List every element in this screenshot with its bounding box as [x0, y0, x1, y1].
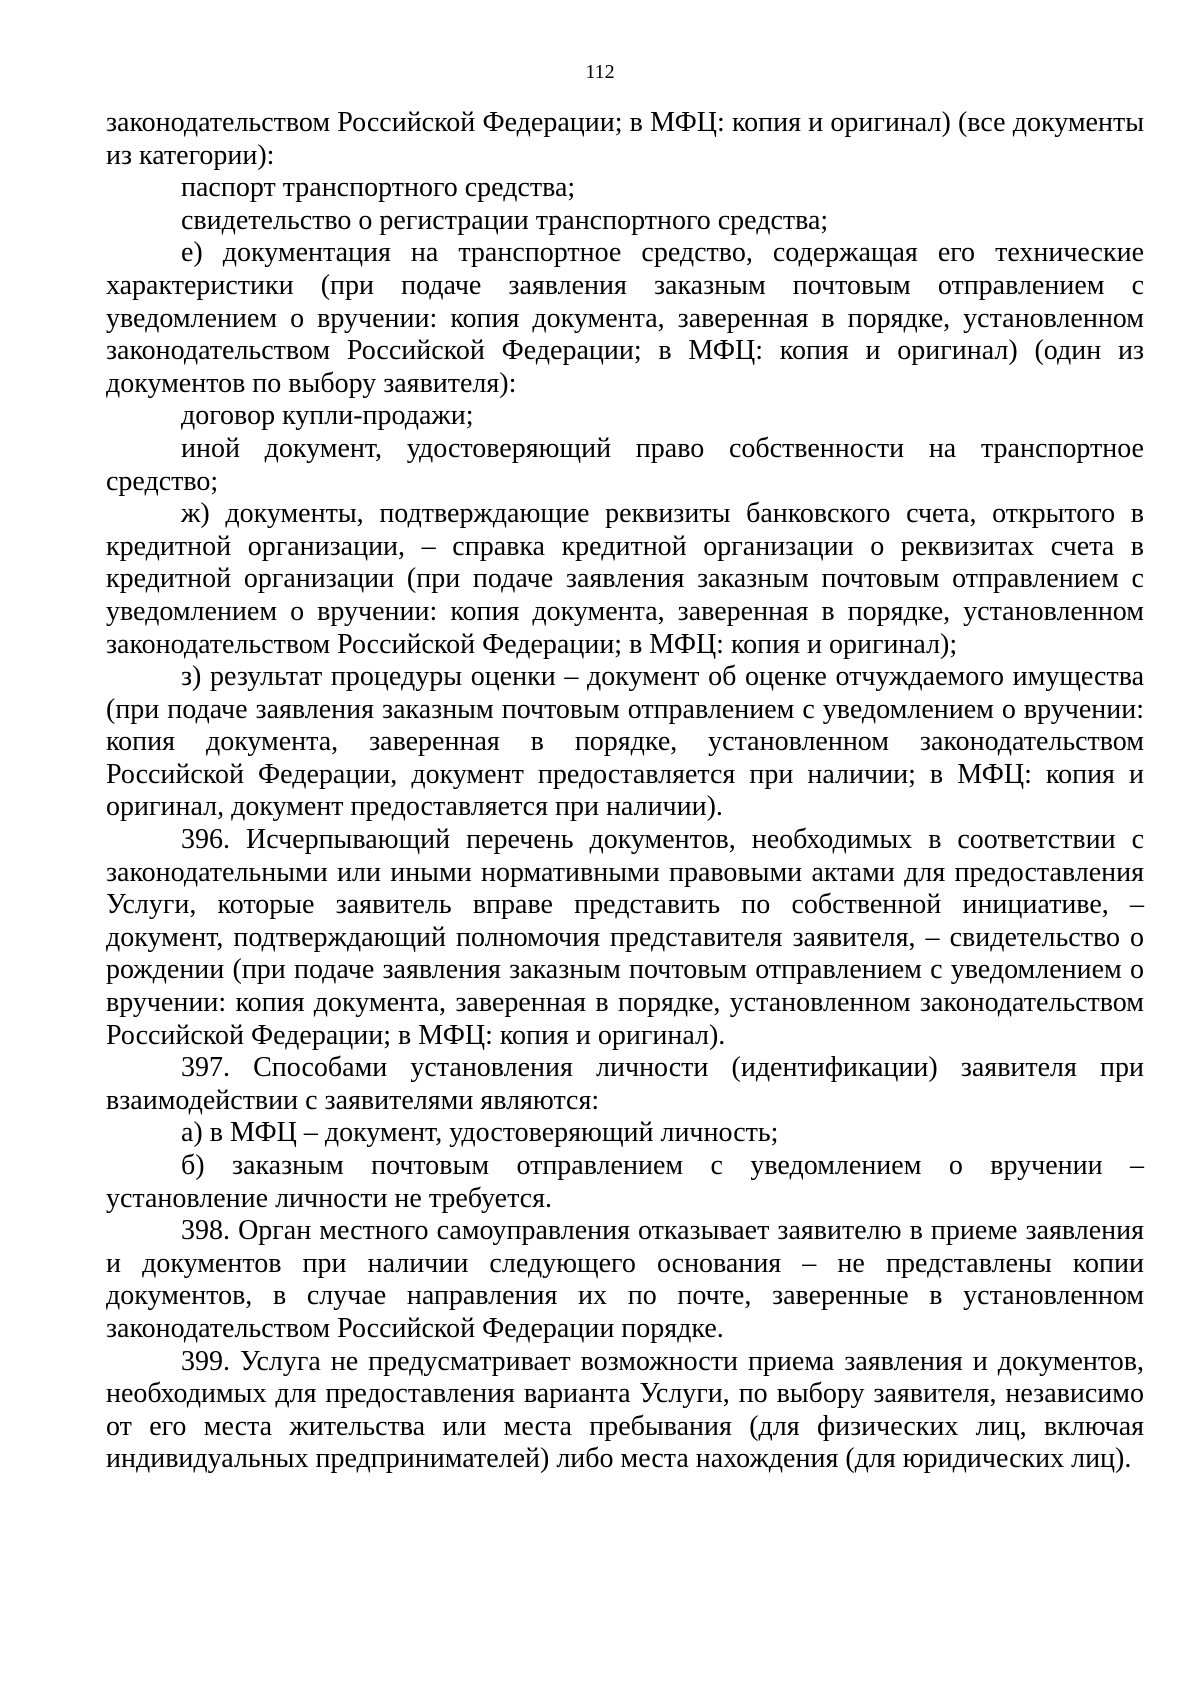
paragraph-398: 398. Орган местного самоуправления отказывает заявителю в приеме заявления и документов при наличии следующего основания – не представлены копии документов, в случае направления их по почте, заверенные в установленном законодательством Российской Федерации порядке. [106, 1215, 1144, 1344]
paragraph-item-z: з) результат процедуры оценки – документ об оценке отчуждаемого имущества (при подаче заявления заказным почтовым отправлением с уведомлением о вручении: копия документа, заверенная в порядке, установленном законодательством Российской Федерации, документ предоставляется при наличии; в МФЦ: копия и оригинал, документ предоставляется при наличии). [106, 661, 1144, 823]
paragraph-item-e: е) документация на транспортное средство, содержащая его технические характеристики (при подаче заявления заказным почтовым отправлением с уведомлением о вручении: копия документа, заверенная в порядке, установленном законодательством Российской Федерации; в МФЦ: копия и оригинал) (один из документов по выбору заявителя): [106, 237, 1144, 399]
paragraph-397-b: б) заказным почтовым отправлением с уведомлением о вручении – установление личности не требуется. [106, 1150, 1144, 1214]
list-item-vehicle-registration: свидетельство о регистрации транспортного средства; [181, 204, 829, 236]
page-number: 112 [585, 61, 615, 83]
list-item-purchase-contract: договор купли-продажи; [181, 400, 474, 432]
paragraph-397-a: а) в МФЦ – документ, удостоверяющий личность; [181, 1117, 779, 1149]
paragraph-continuation: законодательством Российской Федерации; в МФЦ: копия и оригинал) (все документы из категории): [106, 107, 1144, 171]
paragraph-396: 396. Исчерпывающий перечень документов, необходимых в соответствии с законодательными или иными нормативными правовыми актами для предоставления Услуги, которые заявитель вправе представить по собственной инициативе, – документ, подтверждающий полномочия представителя заявителя, – свидетельство о рождении (при подаче заявления заказным почтовым отправлением с уведомлением о вручении: копия документа, заверенная в порядке, установленном законодательством Российской Федерации; в МФЦ: копия и оригинал). [106, 824, 1144, 1051]
document-body [106, 107, 1144, 1476]
paragraph-item-zh: ж) документы, подтверждающие реквизиты банковского счета, открытого в кредитной организации, – справка кредитной организации о реквизитах счета в кредитной организации (при подаче заявления заказным почтовым отправлением с уведомлением о вручении: копия документа, заверенная в порядке, установленном законодательством Российской Федерации; в МФЦ: копия и оригинал); [106, 498, 1144, 660]
paragraph-399: 399. Услуга не предусматривает возможности приема заявления и документов, необходимых для предоставления варианта Услуги, по выбору заявителя, независимо от его места жительства или места пребывания (для физических лиц, включая индивидуальных предпринимателей) либо места нахождения (для юридических лиц). [106, 1345, 1144, 1475]
list-item-ownership-document: иной документ, удостоверяющий право собственности на транспортное средство; [106, 432, 1144, 497]
paragraph-397: 397. Способами установления личности (идентификации) заявителя при взаимодействии с заявителями являются: [106, 1052, 1144, 1116]
list-item-vehicle-passport: паспорт транспортного средства; [181, 172, 576, 204]
